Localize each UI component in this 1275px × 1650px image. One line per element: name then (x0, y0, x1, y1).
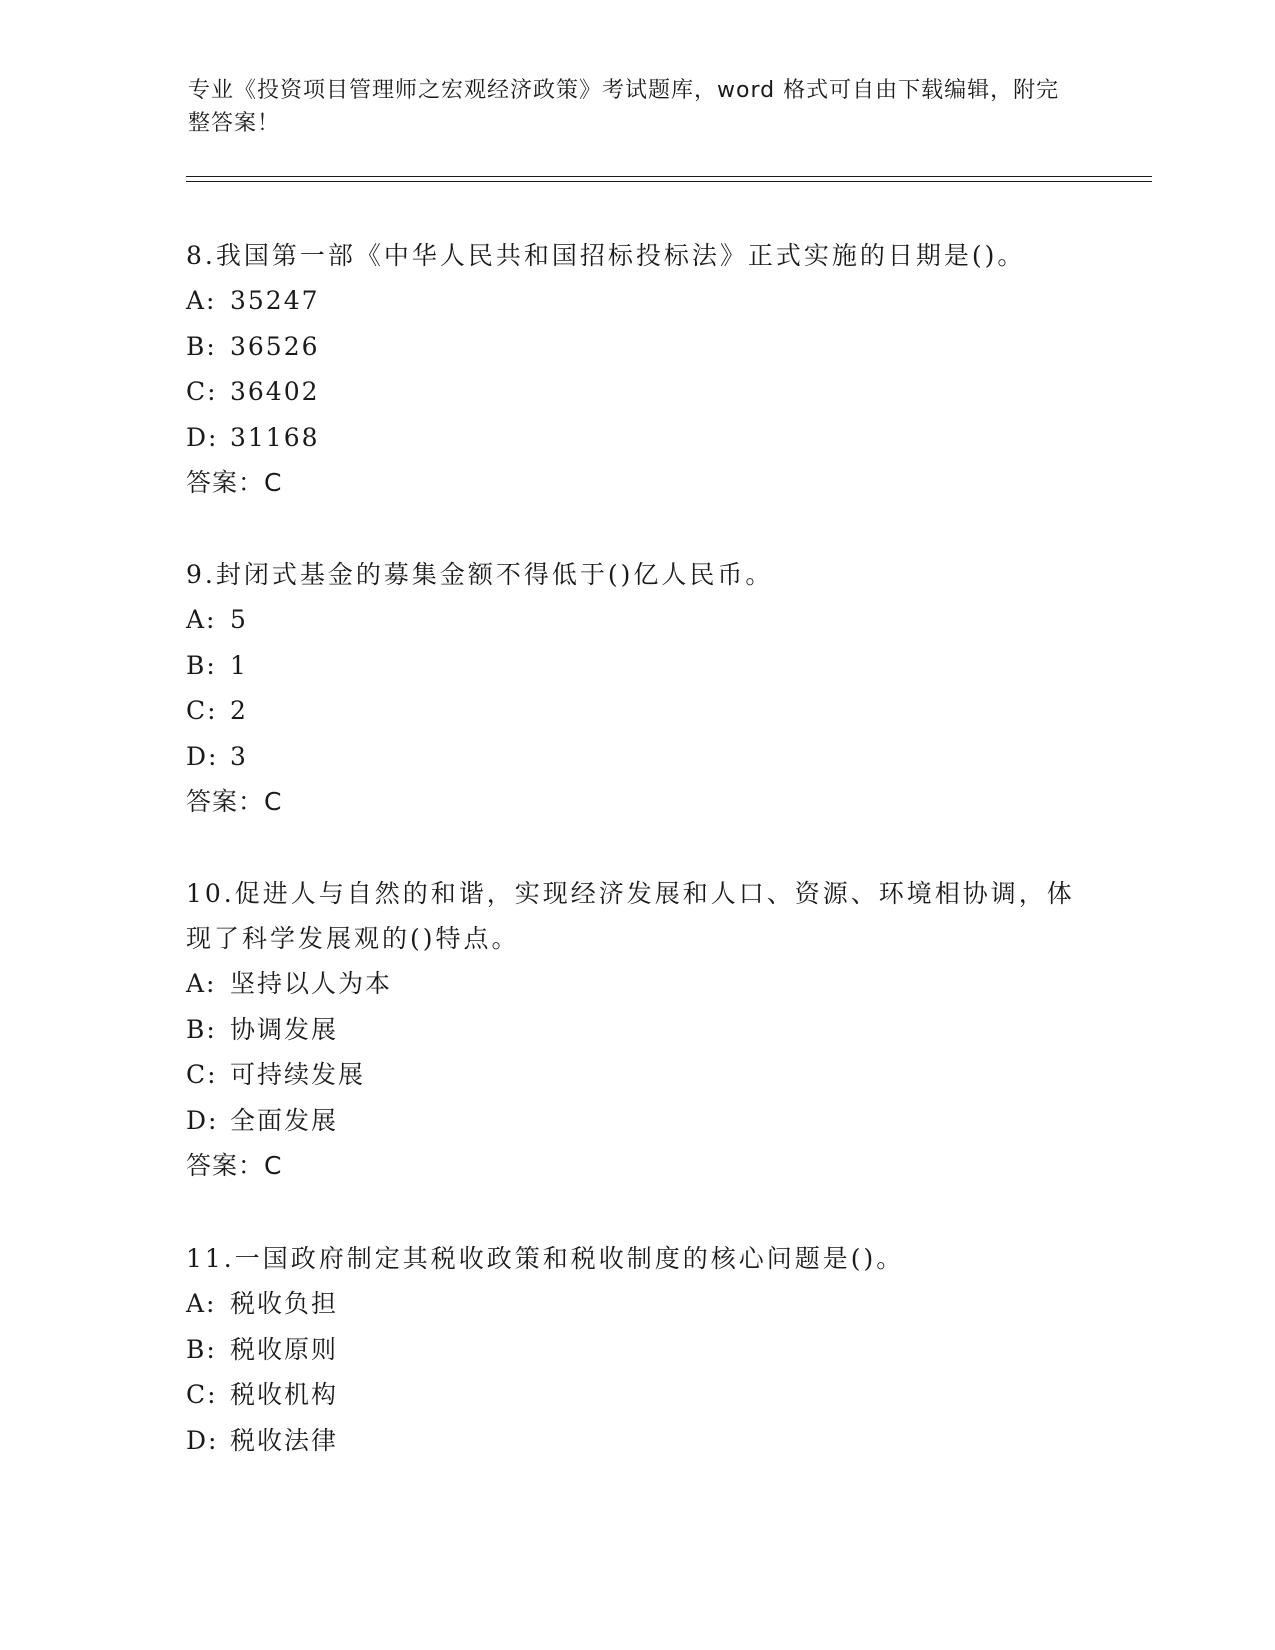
option-a (186, 961, 1086, 1007)
option-a (186, 597, 1086, 643)
option-d (186, 1418, 1086, 1464)
option-letter: D: (186, 1425, 219, 1455)
option-a (186, 278, 1086, 324)
option-text: 协调发展 (230, 1014, 339, 1044)
option-d (186, 415, 1086, 461)
option-text: 31168 (230, 422, 320, 452)
option-letter: A: (186, 969, 217, 998)
option-text: 税收负担 (230, 1289, 339, 1318)
option-c (186, 1372, 1086, 1418)
question-stem: 9.封闭式基金的募集金额不得低于()亿人民币。 (186, 560, 774, 589)
question-stem: 10.促进人与自然的和谐，实现经济发展和人口、资源、环境相协调，体现了科学发展观的()特点。 (186, 879, 1075, 953)
option-letter: A: (186, 605, 217, 634)
answer-line: 答案：C (186, 787, 283, 816)
option-d (186, 734, 1086, 780)
option-c (186, 1052, 1086, 1098)
option-letter: B: (186, 1014, 217, 1044)
option-b (186, 643, 1086, 689)
option-letter: B: (186, 331, 217, 361)
option-text: 坚持以人为本 (230, 969, 393, 998)
option-b (186, 324, 1086, 370)
option-text: 税收原则 (230, 1334, 339, 1364)
option-c (186, 688, 1086, 734)
question-10 (186, 871, 1086, 1188)
option-letter: D: (186, 422, 219, 452)
option-c (186, 369, 1086, 415)
option-letter: B: (186, 1334, 217, 1364)
question-11 (186, 1236, 1086, 1463)
option-text: 税收机构 (230, 1380, 339, 1409)
option-text: 5 (230, 605, 248, 634)
option-letter: C: (186, 696, 218, 725)
option-letter: C: (186, 1060, 218, 1089)
option-d (186, 1098, 1086, 1144)
answer-line: 答案：C (186, 468, 283, 497)
option-text: 36402 (230, 377, 320, 406)
option-text: 可持续发展 (230, 1060, 366, 1089)
header-divider-bottom (186, 181, 1152, 182)
option-text: 全面发展 (230, 1105, 339, 1135)
question-9 (186, 552, 1086, 824)
answer-line: 答案：C (186, 1151, 283, 1180)
option-letter: D: (186, 1105, 219, 1135)
option-letter: C: (186, 377, 218, 406)
option-b (186, 1327, 1086, 1373)
option-text: 2 (230, 696, 248, 725)
option-text: 3 (230, 741, 248, 771)
question-stem: 8.我国第一部《中华人民共和国招标投标法》正式实施的日期是()。 (186, 241, 1026, 270)
option-letter: A: (186, 286, 217, 315)
option-a (186, 1281, 1086, 1327)
header-divider-top (186, 176, 1152, 177)
question-stem: 11.一国政府制定其税收政策和税收制度的核心问题是()。 (186, 1244, 905, 1273)
option-b (186, 1007, 1086, 1053)
option-text: 35247 (230, 286, 320, 315)
option-letter: C: (186, 1380, 218, 1409)
option-text: 税收法律 (230, 1425, 339, 1455)
document-header: 专业《投资项目管理师之宏观经济政策》考试题库，word 格式可自由下载编辑，附完整答案！ (188, 78, 1060, 136)
option-letter: B: (186, 650, 217, 680)
option-text: 1 (230, 650, 248, 680)
option-text: 36526 (230, 331, 320, 361)
option-letter: A: (186, 1289, 217, 1318)
option-letter: D: (186, 741, 219, 771)
question-8 (186, 233, 1086, 505)
